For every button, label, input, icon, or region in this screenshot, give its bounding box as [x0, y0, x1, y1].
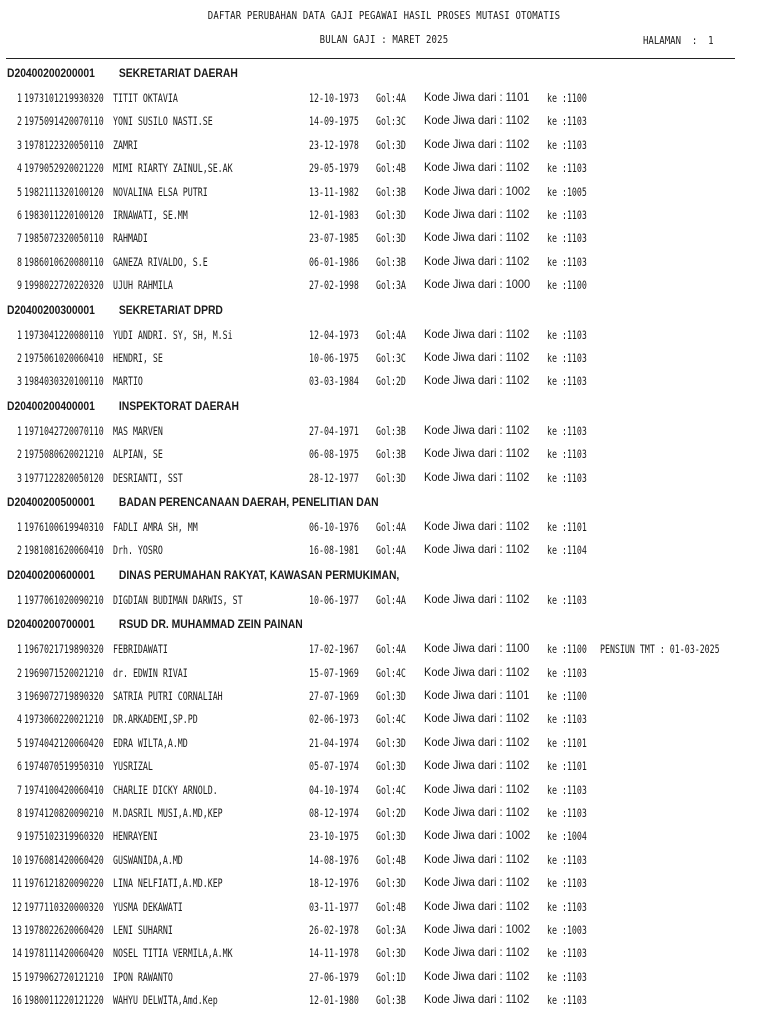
kode-jiwa-to: ke :1103: [547, 806, 587, 820]
employee-nip: 1979062720121210: [24, 969, 104, 984]
kode-jiwa-to: ke :1103: [547, 423, 587, 438]
birth-date: 13-11-1982: [309, 184, 359, 199]
table-row: [0, 685, 768, 708]
remark: PENSIUN TMT : 01-03-2025: [600, 642, 720, 657]
row-number: 3: [17, 374, 22, 389]
grade: Gol:4C: [376, 782, 406, 797]
grade: Gol:4C: [376, 712, 406, 727]
employee-name: MAS MARVEN: [113, 423, 163, 438]
employee-nip: 1976100619940310: [24, 520, 104, 534]
birth-date: 15-07-1969: [309, 665, 359, 680]
kode-jiwa-to: ke :1103: [547, 665, 587, 680]
employee-name: Drh. YOSRO: [113, 543, 163, 558]
birth-date: 23-10-1975: [309, 829, 359, 844]
kode-jiwa-from: Kode Jiwa dari : 1102: [424, 469, 530, 484]
employee-nip: 1974070519950310: [24, 759, 104, 774]
kode-jiwa-from: Kode Jiwa dari : 1102: [424, 160, 530, 175]
kode-jiwa-to: ke :1005: [547, 184, 587, 199]
grade: Gol:3C: [376, 114, 406, 129]
kode-jiwa-from: Kode Jiwa dari : 1000: [424, 277, 531, 292]
row-number: 9: [17, 278, 22, 293]
grade: Gol:3D: [376, 231, 406, 246]
grade: Gol:3D: [376, 829, 406, 844]
grade: Gol:3A: [376, 923, 406, 937]
kode-jiwa-from: Kode Jiwa dari : 1102: [424, 851, 530, 866]
grade: Gol:4A: [376, 543, 406, 558]
section-header: [7, 300, 626, 320]
kode-jiwa-from: Kode Jiwa dari : 1102: [424, 519, 530, 533]
kode-jiwa-from: Kode Jiwa dari : 1102: [424, 805, 530, 819]
employee-name: IRNAWATI, SE.MM: [113, 208, 188, 222]
employee-nip: 1980011220121220: [24, 993, 104, 1008]
row-number: 5: [17, 735, 22, 750]
birth-date: 06-01-1986: [309, 254, 359, 269]
grade: Gol:3B: [376, 993, 406, 1008]
birth-date: 12-04-1973: [309, 327, 359, 342]
row-number: 2: [17, 114, 22, 129]
kode-jiwa-to: ke :1003: [547, 923, 587, 937]
employee-name: DIGDIAN BUDIMAN DARWIS, ST: [113, 592, 243, 607]
birth-date: 10-06-1977: [309, 592, 359, 607]
grade: Gol:4B: [376, 161, 406, 176]
kode-jiwa-from: Kode Jiwa dari : 1102: [424, 253, 530, 268]
kode-jiwa-to: ke :1104: [547, 543, 587, 558]
section-header: [7, 614, 626, 634]
row-number: 12: [12, 899, 22, 914]
grade: Gol:4A: [376, 327, 406, 342]
kode-jiwa-to: ke :1103: [547, 447, 587, 462]
birth-date: 26-02-1978: [309, 923, 359, 937]
employee-name: YUSRIZAL: [113, 759, 153, 774]
employee-nip: 1979052920021220: [24, 161, 104, 176]
employee-nip: 1984030320100110: [24, 374, 104, 389]
kode-jiwa-from: Kode Jiwa dari : 1102: [424, 326, 530, 341]
birth-date: 27-06-1979: [309, 969, 359, 984]
employee-name: HENRAYENI: [113, 829, 158, 844]
row-number: 5: [17, 184, 22, 199]
employee-nip: 1977110320000320: [24, 899, 104, 914]
row-number: 3: [17, 689, 22, 703]
employee-nip: 1986010620080110: [24, 254, 104, 269]
grade: Gol:3A: [376, 278, 406, 293]
table-row: [0, 516, 768, 539]
section-name: SEKRETARIAT DAERAH: [118, 66, 238, 80]
kode-jiwa-from: Kode Jiwa dari : 1101: [424, 90, 530, 104]
birth-date: 23-07-1985: [309, 231, 359, 246]
kode-jiwa-to: ke :1103: [547, 161, 587, 176]
kode-jiwa-to: ke :1103: [547, 208, 587, 222]
employee-name: YONI SUSILO NASTI.SE: [113, 114, 213, 129]
row-number: 1: [17, 642, 22, 657]
table-row: [0, 849, 768, 872]
birth-date: 12-01-1983: [309, 208, 359, 222]
birth-date: 03-03-1984: [309, 374, 359, 389]
kode-jiwa-from: Kode Jiwa dari : 1002: [424, 922, 531, 936]
kode-jiwa-to: ke :1103: [547, 712, 587, 727]
table-row: [0, 204, 768, 227]
employee-nip: 1969072719890320: [24, 689, 104, 703]
employee-name: MIMI RIARTY ZAINUL,SE.AK: [113, 161, 233, 176]
employee-nip: 1983011220100120: [24, 208, 104, 222]
row-number: 1: [17, 592, 22, 607]
table-row: [0, 708, 768, 731]
table-row: [0, 662, 768, 685]
section-code: D20400200600001: [7, 567, 95, 582]
grade: Gol:4C: [376, 665, 406, 680]
row-number: 9: [17, 829, 22, 844]
section-code: D20400200300001: [7, 302, 95, 317]
employee-name: EDRA WILTA,A.MD: [113, 735, 188, 750]
grade: Gol:4A: [376, 91, 406, 105]
employee-name: MARTIO: [113, 374, 143, 389]
table-row: [0, 467, 768, 490]
birth-date: 02-06-1973: [309, 712, 359, 727]
table-row: [0, 443, 768, 466]
birth-date: 17-02-1967: [309, 642, 359, 657]
row-number: 1: [17, 423, 22, 438]
row-number: 11: [12, 876, 22, 891]
employee-name: IPON RAWANTO: [113, 969, 173, 984]
birth-date: 12-10-1973: [309, 91, 359, 105]
kode-jiwa-to: ke :1103: [547, 852, 587, 867]
table-row: [0, 539, 768, 562]
row-number: 1: [17, 520, 22, 534]
table-row: [0, 638, 768, 661]
kode-jiwa-from: Kode Jiwa dari : 1102: [424, 591, 530, 606]
row-number: 8: [17, 254, 22, 269]
kode-jiwa-to: ke :1103: [547, 876, 587, 891]
section-header: [7, 492, 626, 512]
kode-jiwa-to: ke :1103: [547, 231, 587, 246]
employee-name: NOSEL TITIA VERMILA,A.MK: [113, 946, 233, 961]
table-row: [0, 896, 768, 919]
kode-jiwa-to: ke :1100: [547, 689, 587, 703]
kode-jiwa-to: ke :1103: [547, 114, 587, 129]
birth-date: 05-07-1974: [309, 759, 359, 774]
birth-date: 29-05-1979: [309, 161, 359, 176]
kode-jiwa-from: Kode Jiwa dari : 1101: [424, 688, 530, 702]
report-subtitle: BULAN GAJI : MARET 2025: [319, 33, 449, 46]
grade: Gol:3B: [376, 447, 406, 462]
kode-jiwa-to: ke :1004: [547, 829, 587, 844]
employee-name: LENI SUHARNI: [113, 923, 173, 937]
row-number: 3: [17, 137, 22, 152]
table-row: [0, 942, 768, 965]
section-name: BADAN PERENCANAAN DAERAH, PENELITIAN DAN: [118, 495, 379, 509]
employee-nip: 1967021719890320: [24, 642, 104, 657]
grade: Gol:4B: [376, 852, 406, 867]
employee-nip: 1976121820090220: [24, 876, 104, 891]
birth-date: 10-06-1975: [309, 351, 359, 365]
row-number: 6: [17, 208, 22, 222]
kode-jiwa-from: Kode Jiwa dari : 1102: [424, 113, 530, 128]
kode-jiwa-from: Kode Jiwa dari : 1102: [424, 992, 530, 1007]
grade: Gol:4A: [376, 520, 406, 534]
employee-nip: 1975102319960320: [24, 829, 104, 844]
section-code: D20400200500001: [7, 495, 95, 509]
table-row: [0, 966, 768, 989]
kode-jiwa-from: Kode Jiwa dari : 1102: [424, 230, 530, 245]
row-number: 2: [17, 665, 22, 680]
row-number: 2: [17, 543, 22, 558]
grade: Gol:3D: [376, 470, 406, 485]
kode-jiwa-from: Kode Jiwa dari : 1002: [424, 183, 531, 198]
kode-jiwa-to: ke :1101: [547, 520, 587, 534]
table-row: [0, 181, 768, 204]
employee-name: GANEZA RIVALDO, S.E: [113, 254, 208, 269]
birth-date: 03-11-1977: [309, 899, 359, 914]
table-row: [0, 919, 768, 942]
row-number: 14: [12, 946, 22, 961]
grade: Gol:4B: [376, 899, 406, 914]
kode-jiwa-to: ke :1101: [547, 735, 587, 750]
kode-jiwa-from: Kode Jiwa dari : 1102: [424, 422, 530, 437]
employee-name: YUSMA DEKAWATI: [113, 899, 183, 914]
employee-nip: 1973101219930320: [24, 91, 104, 105]
kode-jiwa-from: Kode Jiwa dari : 1102: [424, 136, 530, 151]
kode-jiwa-from: Kode Jiwa dari : 1102: [424, 734, 530, 749]
employee-name: UJUH RAHMILA: [113, 278, 173, 293]
employee-nip: 1976081420060420: [24, 852, 104, 867]
grade: Gol:2D: [376, 806, 406, 820]
kode-jiwa-from: Kode Jiwa dari : 1100: [424, 641, 530, 656]
kode-jiwa-to: ke :1103: [547, 137, 587, 152]
employee-name: NOVALINA ELSA PUTRI: [113, 184, 208, 199]
employee-nip: 1973041220080110: [24, 327, 104, 342]
row-number: 2: [17, 351, 22, 365]
row-number: 3: [17, 470, 22, 485]
birth-date: 04-10-1974: [309, 782, 359, 797]
kode-jiwa-from: Kode Jiwa dari : 1102: [424, 350, 530, 364]
grade: Gol:3D: [376, 946, 406, 961]
birth-date: 14-08-1976: [309, 852, 359, 867]
section-name: RSUD DR. MUHAMMAD ZEIN PAINAN: [118, 617, 303, 632]
kode-jiwa-from: Kode Jiwa dari : 1102: [424, 945, 530, 960]
employee-name: TITIT OKTAVIA: [113, 91, 178, 105]
employee-nip: 1974120820090210: [24, 806, 104, 820]
row-number: 7: [17, 782, 22, 797]
birth-date: 27-04-1971: [309, 423, 359, 438]
employee-name: CHARLIE DICKY ARNOLD.: [113, 782, 218, 797]
table-row: [0, 274, 768, 297]
employee-nip: 1974042120060420: [24, 735, 104, 750]
grade: Gol:3D: [376, 759, 406, 774]
kode-jiwa-from: Kode Jiwa dari : 1102: [424, 875, 530, 890]
employee-name: YUDI ANDRI. SY, SH, M.Si: [113, 327, 233, 342]
birth-date: 14-11-1978: [309, 946, 359, 961]
grade: Gol:3B: [376, 254, 406, 269]
section-code: D20400200200001: [7, 66, 95, 80]
kode-jiwa-from: Kode Jiwa dari : 1102: [424, 373, 530, 388]
birth-date: 23-12-1978: [309, 137, 359, 152]
employee-nip: 1977122820050120: [24, 470, 104, 485]
employee-nip: 1978122320050110: [24, 137, 104, 152]
employee-name: GUSWANIDA,A.MD: [113, 852, 183, 867]
birth-date: 06-08-1975: [309, 447, 359, 462]
kode-jiwa-to: ke :1100: [547, 91, 587, 105]
kode-jiwa-from: Kode Jiwa dari : 1102: [424, 664, 530, 679]
grade: Gol:4A: [376, 592, 406, 607]
employee-nip: 1971042720070110: [24, 423, 104, 438]
row-number: 7: [17, 231, 22, 246]
employee-nip: 1975080620021210: [24, 447, 104, 462]
birth-date: 27-02-1998: [309, 278, 359, 293]
birth-date: 14-09-1975: [309, 114, 359, 129]
kode-jiwa-to: ke :1103: [547, 254, 587, 269]
employee-name: LINA NELFIATI,A.MD.KEP: [113, 876, 223, 891]
header-divider: [6, 58, 735, 59]
row-number: 2: [17, 447, 22, 462]
kode-jiwa-to: ke :1101: [547, 759, 587, 774]
kode-jiwa-to: ke :1103: [547, 374, 587, 389]
kode-jiwa-from: Kode Jiwa dari : 1102: [424, 898, 530, 913]
table-row: [0, 802, 768, 825]
table-row: [0, 872, 768, 895]
employee-name: FEBRIDAWATI: [113, 642, 168, 657]
row-number: 1: [17, 91, 22, 105]
table-row: [0, 110, 768, 133]
kode-jiwa-to: ke :1100: [547, 278, 587, 293]
employee-name: dr. EDWIN RIVAI: [113, 665, 188, 680]
grade: Gol:3C: [376, 351, 406, 365]
employee-nip: 1977061020090210: [24, 592, 104, 607]
grade: Gol:2D: [376, 374, 406, 389]
grade: Gol:4A: [376, 642, 406, 657]
table-row: [0, 589, 768, 612]
row-number: 15: [12, 969, 22, 984]
grade: Gol:3D: [376, 876, 406, 891]
employee-name: M.DASRIL MUSI,A.MD,KEP: [113, 806, 223, 820]
employee-name: FADLI AMRA SH, MM: [113, 520, 198, 534]
employee-nip: 1981081620060410: [24, 543, 104, 558]
kode-jiwa-to: ke :1103: [547, 899, 587, 914]
section-header: [7, 396, 626, 416]
kode-jiwa-from: Kode Jiwa dari : 1102: [424, 711, 530, 726]
birth-date: 28-12-1977: [309, 470, 359, 485]
row-number: 8: [17, 806, 22, 820]
employee-name: DR.ARKADEMI,SP.PD: [113, 712, 198, 727]
section-name: INSPEKTORAT DAERAH: [118, 398, 239, 413]
row-number: 13: [12, 923, 22, 937]
kode-jiwa-to: ke :1100: [547, 642, 587, 657]
row-number: 10: [12, 852, 22, 867]
grade: Gol:3D: [376, 208, 406, 222]
table-row: [0, 227, 768, 250]
table-row: [0, 87, 768, 110]
employee-nip: 1973060220021210: [24, 712, 104, 727]
grade: Gol:3B: [376, 423, 406, 438]
kode-jiwa-from: Kode Jiwa dari : 1102: [424, 781, 530, 796]
employee-name: HENDRI, SE: [113, 351, 163, 365]
section-name: SEKRETARIAT DPRD: [118, 302, 223, 317]
employee-name: ALPIAN, SE: [113, 447, 163, 462]
section-code: D20400200700001: [7, 617, 95, 632]
grade: Gol:3D: [376, 735, 406, 750]
kode-jiwa-from: Kode Jiwa dari : 1102: [424, 758, 530, 773]
report-title: DAFTAR PERUBAHAN DATA GAJI PEGAWAI HASIL PROSES MUTASI OTOMATIS: [207, 9, 561, 22]
table-row: [0, 134, 768, 157]
kode-jiwa-to: ke :1103: [547, 592, 587, 607]
birth-date: 06-10-1976: [309, 520, 359, 534]
kode-jiwa-to: ke :1103: [547, 782, 587, 797]
kode-jiwa-from: Kode Jiwa dari : 1102: [424, 207, 530, 221]
employee-name: WAHYU DELWITA,Amd.Kep: [113, 993, 218, 1008]
row-number: 4: [17, 712, 22, 727]
page-number-label: HALAMAN : 1: [643, 34, 714, 47]
table-row: [0, 420, 768, 443]
kode-jiwa-from: Kode Jiwa dari : 1102: [424, 542, 530, 557]
birth-date: 16-08-1981: [309, 543, 359, 558]
birth-date: 21-04-1974: [309, 735, 359, 750]
table-row: [0, 251, 768, 274]
kode-jiwa-to: ke :1103: [547, 993, 587, 1008]
employee-nip: 1969071520021210: [24, 665, 104, 680]
table-row: [0, 347, 768, 370]
kode-jiwa-to: ke :1103: [547, 969, 587, 984]
employee-name: ZAMRI: [113, 137, 138, 152]
section-header: [7, 63, 626, 83]
employee-name: SATRIA PUTRI CORNALIAH: [113, 689, 223, 703]
table-row: [0, 779, 768, 802]
table-row: [0, 370, 768, 393]
employee-nip: 1974100420060410: [24, 782, 104, 797]
employee-nip: 1975061020060410: [24, 351, 104, 365]
table-row: [0, 755, 768, 778]
employee-nip: 1985072320050110: [24, 231, 104, 246]
grade: Gol:1D: [376, 969, 406, 984]
section-name: DINAS PERUMAHAN RAKYAT, KAWASAN PERMUKIMAN,: [118, 567, 400, 582]
kode-jiwa-to: ke :1103: [547, 946, 587, 961]
birth-date: 27-07-1969: [309, 689, 359, 703]
employee-name: RAHMADI: [113, 231, 148, 246]
kode-jiwa-to: ke :1103: [547, 470, 587, 485]
section-code: D20400200400001: [7, 398, 95, 413]
birth-date: 12-01-1980: [309, 993, 359, 1008]
row-number: 16: [12, 993, 22, 1008]
grade: Gol:3D: [376, 137, 406, 152]
row-number: 1: [17, 327, 22, 342]
table-row: [0, 157, 768, 180]
section-header: [7, 565, 626, 585]
row-number: 6: [17, 759, 22, 774]
table-row: [0, 732, 768, 755]
kode-jiwa-to: ke :1103: [547, 327, 587, 342]
employee-nip: 1998022720220320: [24, 278, 104, 293]
employee-nip: 1982111320100120: [24, 184, 104, 199]
birth-date: 08-12-1974: [309, 806, 359, 820]
kode-jiwa-from: Kode Jiwa dari : 1002: [424, 828, 531, 843]
row-number: 4: [17, 161, 22, 176]
kode-jiwa-from: Kode Jiwa dari : 1102: [424, 968, 530, 983]
table-row: [0, 989, 768, 1012]
kode-jiwa-to: ke :1103: [547, 351, 587, 365]
employee-name: DESRIANTI, SST: [113, 470, 183, 485]
grade: Gol:3B: [376, 184, 406, 199]
employee-nip: 1978111420060420: [24, 946, 104, 961]
table-row: [0, 825, 768, 848]
grade: Gol:3D: [376, 689, 406, 703]
employee-nip: 1978022620060420: [24, 923, 104, 937]
kode-jiwa-from: Kode Jiwa dari : 1102: [424, 446, 530, 461]
employee-nip: 1975091420070110: [24, 114, 104, 129]
birth-date: 18-12-1976: [309, 876, 359, 891]
table-row: [0, 324, 768, 347]
